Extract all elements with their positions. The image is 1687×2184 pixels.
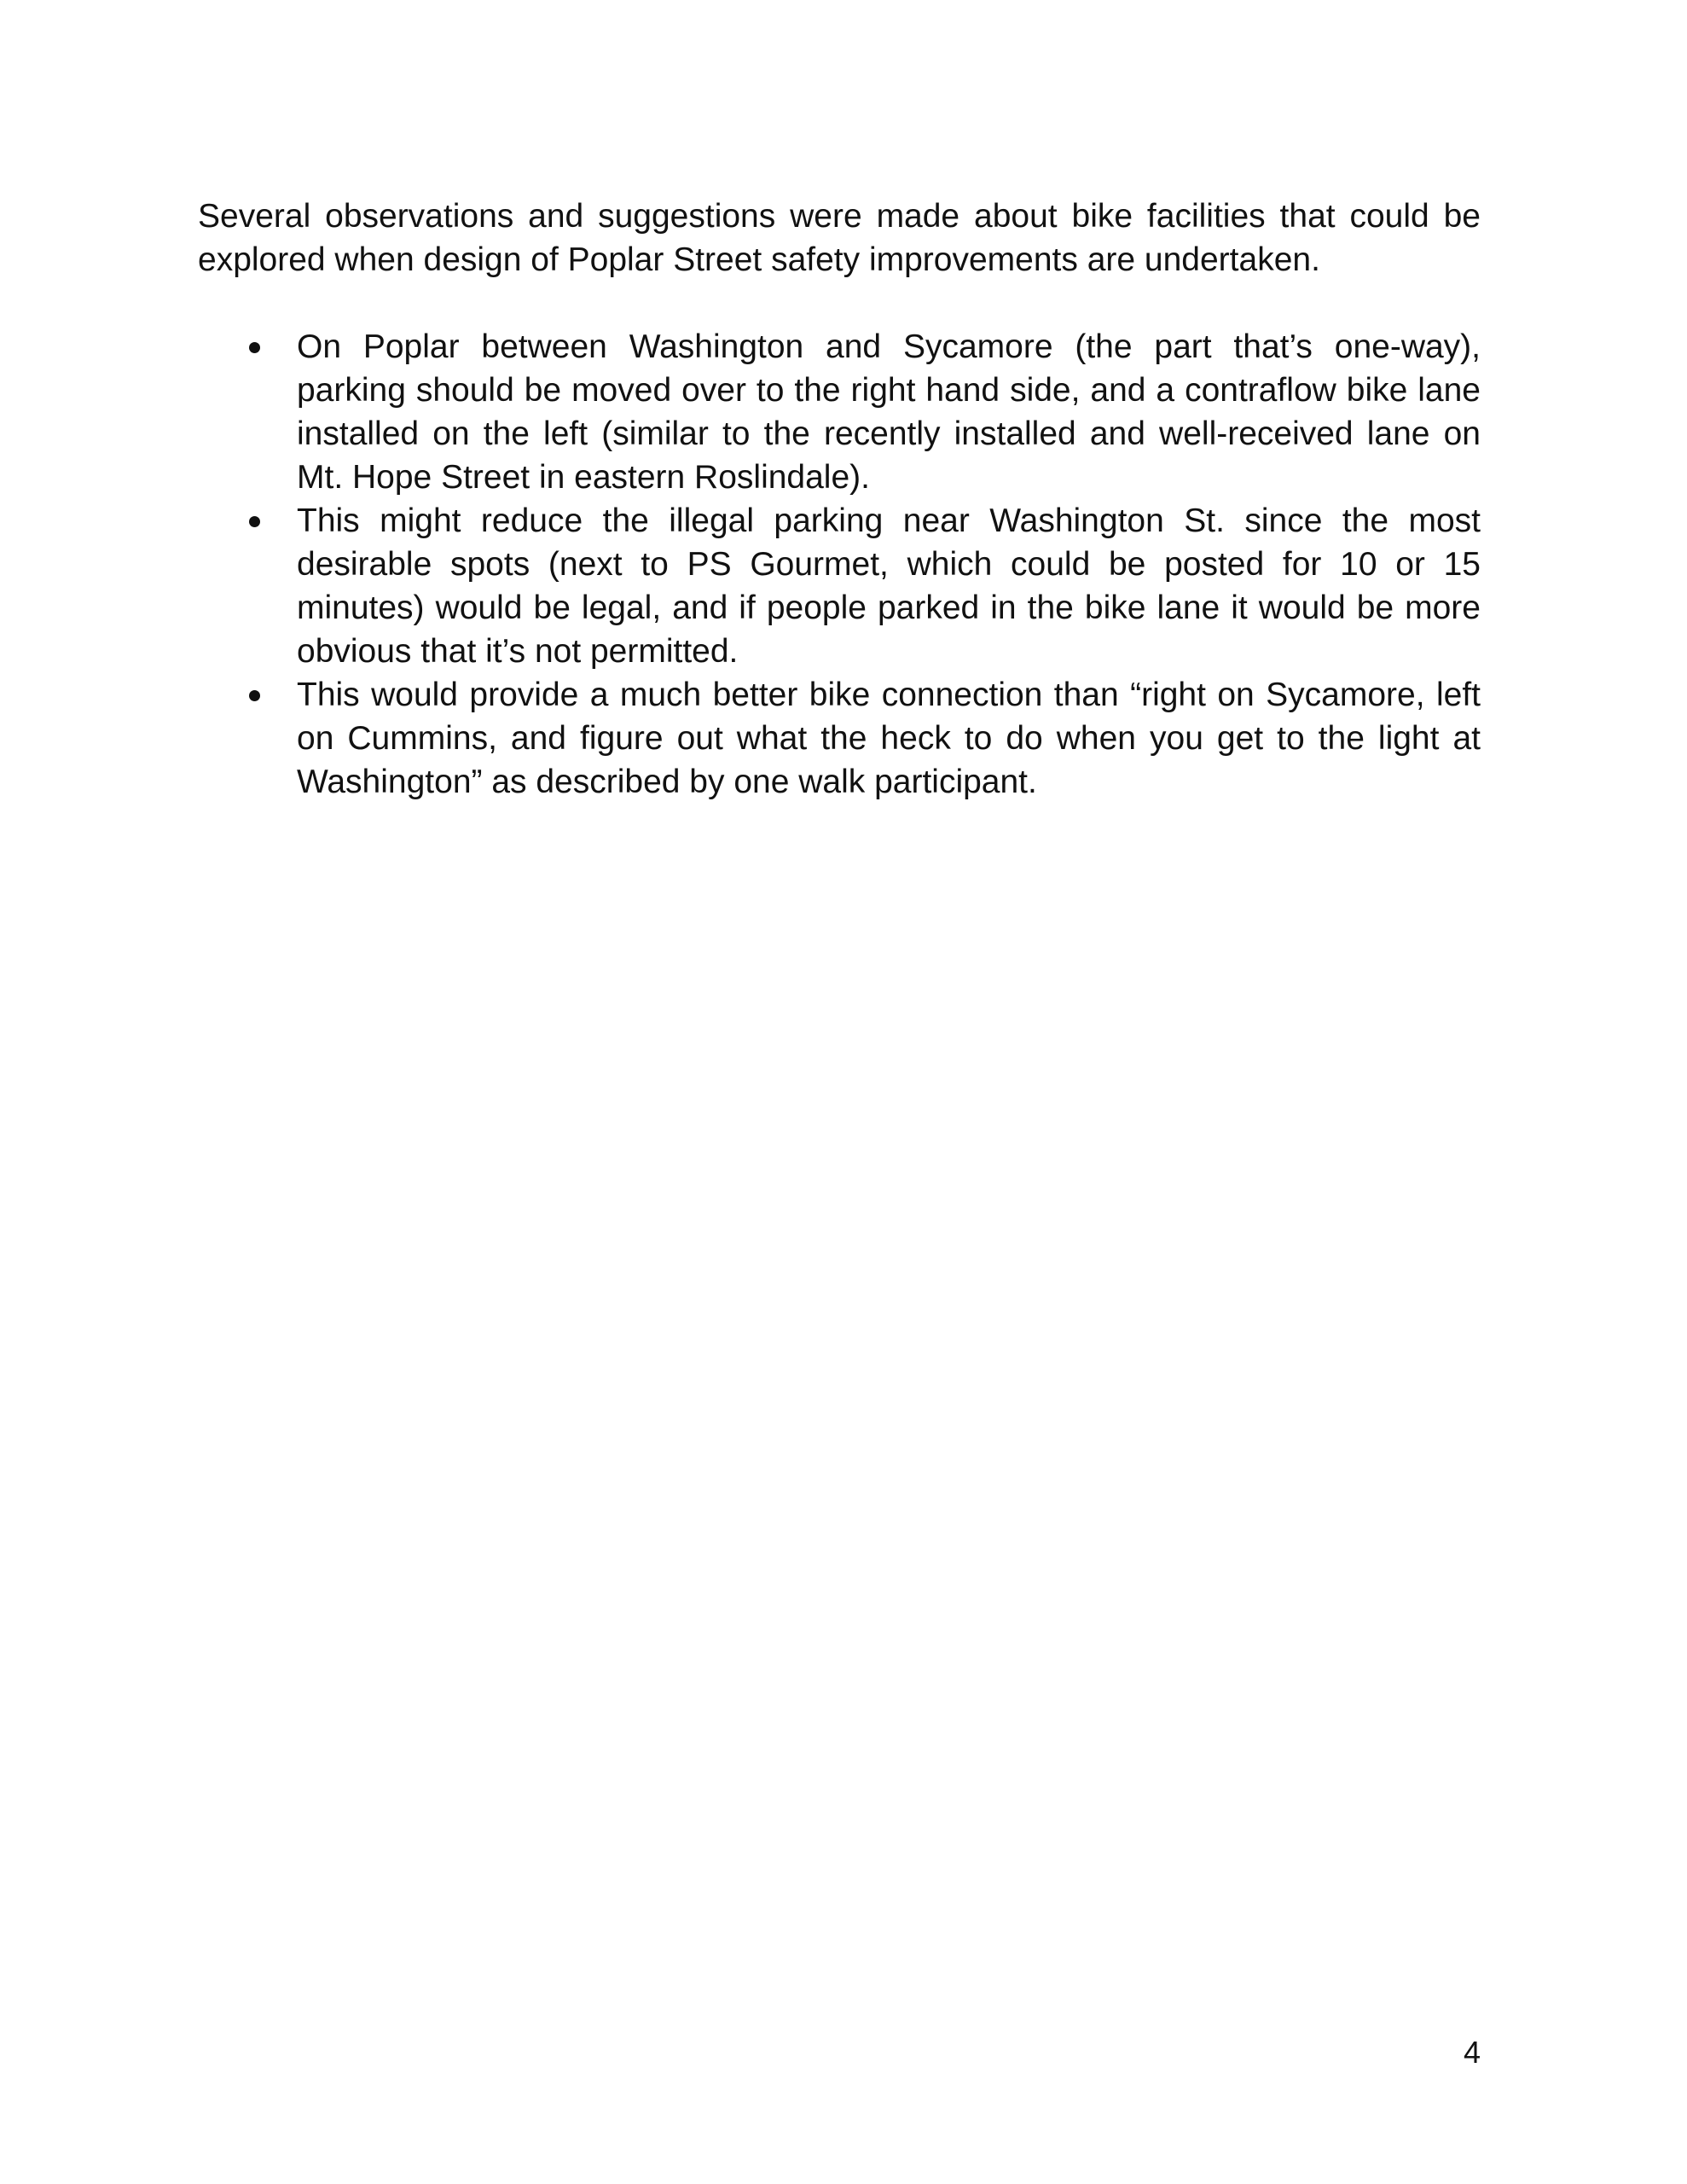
list-item-text: This would provide a much better bike connection than “right on Sycamore, left on Cummins, and figure out what the heck to do when you get to the light at Washington” as described by one walk participant. xyxy=(297,677,1481,800)
bullet-icon xyxy=(249,516,260,527)
bullet-icon xyxy=(249,690,260,701)
list-item-text: This might reduce the illegal parking near Washington St. since the most desirable spots (next to PS Gourmet, which could be posted for 10 or 15 minutes) would be legal, and if people parked in the bike lane it would be more obvious that it’s not permitted. xyxy=(297,502,1481,670)
intro-paragraph: Several observations and suggestions were made about bike facilities that could be explored when design of Poplar Street safety improvements are undertaken. xyxy=(198,198,1481,278)
list-item-text: On Poplar between Washington and Sycamore (the part that’s one-way), parking should be moved over to the right hand side, and a contraflow bike lane installed on the left (similar to the recently installed and well-received lane on Mt. Hope Street in eastern Roslindale). xyxy=(297,328,1481,496)
bullet-list xyxy=(198,325,1481,804)
page-number: 4 xyxy=(1463,2035,1481,2070)
list-item xyxy=(198,673,1481,804)
page-content xyxy=(198,195,1481,804)
bullet-icon xyxy=(249,342,260,353)
list-item xyxy=(198,325,1481,499)
list-item xyxy=(198,499,1481,673)
